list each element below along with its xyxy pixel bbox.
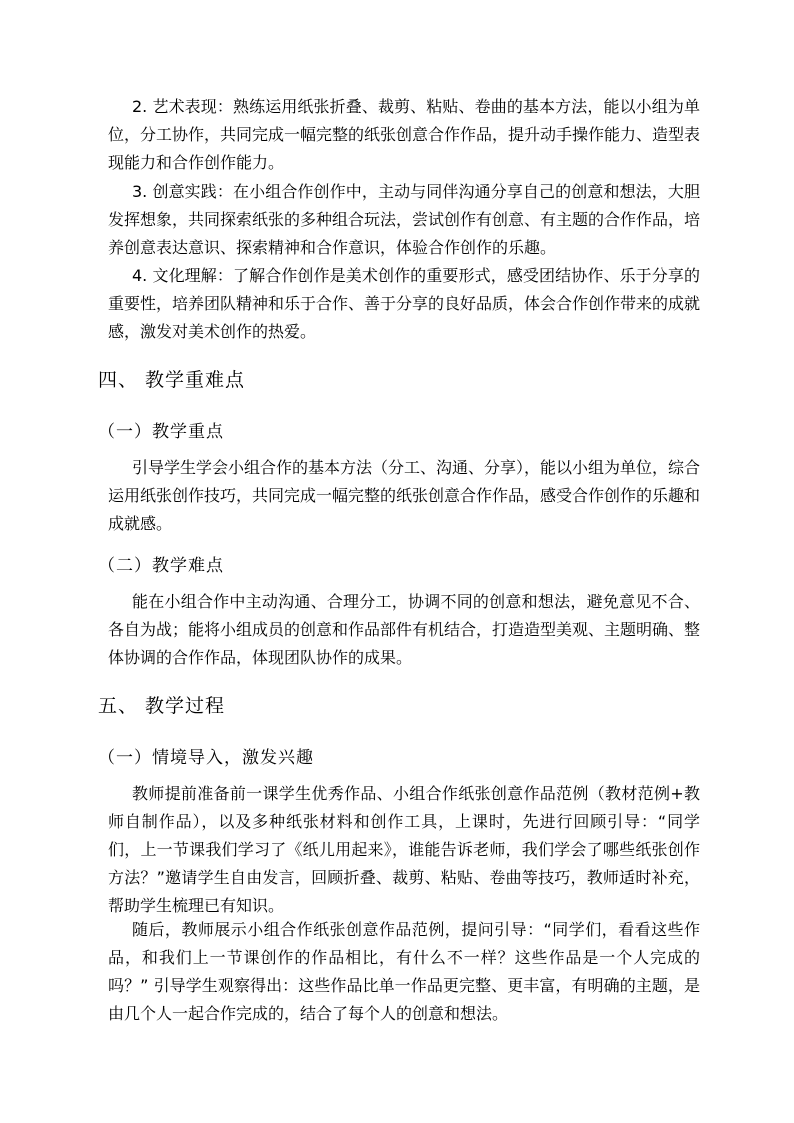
section-heading-key-difficult-points: 四、 教学重难点	[98, 369, 246, 391]
paragraph-intro-showcase: 随后，教师展示小组合作纸张创意作品范例，提问引导：“同学们，看看这些作品，和我们上一节课创作的作品相比，有什么不一样？这些作品是一个人完成的吗？” 引导学生观察得出：这些作品比单一作品更完整、更丰富，有明确的主题，是由几个人一起合作完成的，结合了每个人的创意和想法。	[108, 920, 700, 1023]
objective-item-creative-practice: 3. 创意实践：在小组合作创作中，主动与同伴沟通分享自己的创意和想法，大胆发挥想象，共同探索纸张的多种组合玩法，尝试创作有创意、有主题的合作作品，培养创意表达意识、探索精神和合作意识，体验合作创作的乐趣。	[108, 182, 701, 257]
paragraph-teaching-difficulty: 能在小组合作中主动沟通、合理分工，协调不同的创意和想法，避免意见不合、各自为战；能将小组成员的创意和作品部件有机结合，打造造型美观、主题明确、整体协调的合作作品，体现团队协作的成果。	[108, 592, 701, 667]
subheading-situation-intro: （一）情境导入，激发兴趣	[98, 748, 314, 768]
subheading-teaching-focus: （一）教学重点	[98, 422, 224, 442]
objective-item-cultural-understanding: 4. 文化理解：了解合作创作是美术创作的重要形式，感受团结协作、乐于分享的重要性，培养团队精神和乐于合作、善于分享的良好品质，体会合作创作带来的成就感，激发对美术创作的热爱。	[108, 266, 701, 341]
subheading-teaching-difficulty: （二）教学难点	[98, 556, 224, 576]
objective-item-art-expression: 2. 艺术表现：熟练运用纸张折叠、裁剪、粘贴、卷曲的基本方法，能以小组为单位，分工协作，共同完成一幅完整的纸张创意合作作品，提升动手操作能力、造型表现能力和合作创作能力。	[108, 97, 701, 172]
paragraph-intro-review: 教师提前准备前一课学生优秀作品、小组合作纸张创意作品范例（教材范例+教师自制作品），以及多种纸张材料和创作工具，上课时，先进行回顾引导：“同学们，上一节课我们学习了《纸儿用起来》，谁能告诉老师，我们学会了哪些纸张创作方法？”邀请学生自由发言，回顾折叠、裁剪、粘贴、卷曲等技巧，教师适时补充，帮助学生梳理已有知识。	[108, 784, 700, 915]
section-heading-teaching-process: 五、 教学过程	[98, 695, 226, 717]
paragraph-teaching-focus: 引导学生学会小组合作的基本方法（分工、沟通、分享），能以小组为单位，综合运用纸张创作技巧，共同完成一幅完整的纸张创意合作作品，感受合作创作的乐趣和成就感。	[108, 458, 701, 533]
